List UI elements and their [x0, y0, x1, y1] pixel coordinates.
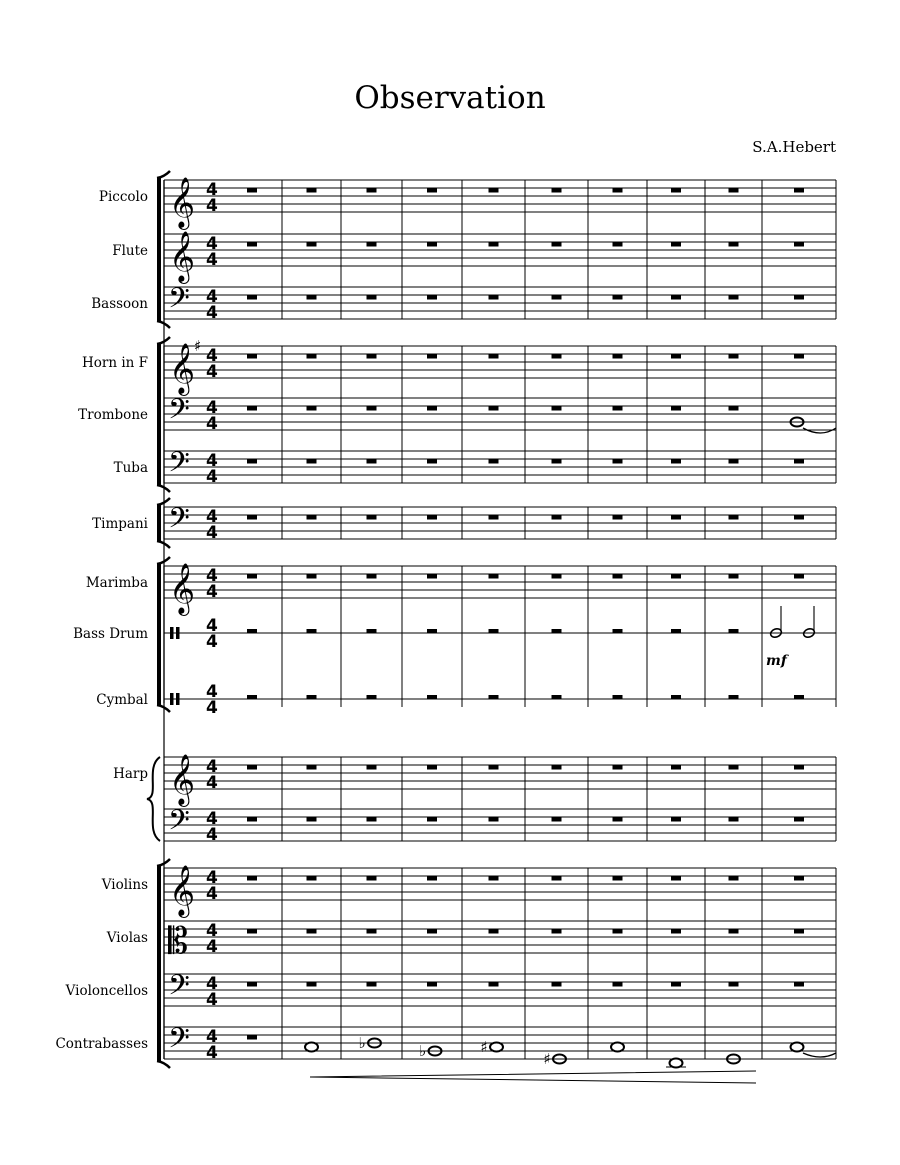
whole-rest: [613, 354, 623, 359]
whole-rest: [552, 876, 562, 881]
whole-rest: [613, 406, 623, 411]
whole-rest: [367, 354, 377, 359]
whole-rest: [489, 295, 499, 300]
whole-rest: [671, 765, 681, 770]
whole-rest: [729, 406, 739, 411]
tie: [803, 428, 836, 433]
whole-rest: [427, 876, 437, 881]
whole-rest: [247, 515, 257, 520]
whole-rest: [552, 354, 562, 359]
whole-rest: [247, 459, 257, 464]
whole-rest: [307, 982, 317, 987]
time-signature-top: 4: [206, 682, 218, 702]
whole-rest: [427, 406, 437, 411]
time-signature-bottom: 4: [206, 582, 218, 602]
whole-rest: [367, 406, 377, 411]
system-bracket: [157, 178, 161, 321]
whole-rest: [367, 188, 377, 193]
whole-rest: [427, 629, 437, 634]
bass-clef-icon: 𝄢: [168, 282, 190, 322]
system-bracket: [157, 344, 161, 485]
whole-rest: [671, 817, 681, 822]
whole-rest: [794, 459, 804, 464]
whole-rest: [307, 242, 317, 247]
whole-rest: [427, 515, 437, 520]
instrument-label-timpani: Timpani: [92, 516, 148, 532]
system-bracket: [157, 866, 161, 1061]
whole-rest: [552, 982, 562, 987]
whole-rest: [247, 295, 257, 300]
whole-rest: [367, 929, 377, 934]
contrabass-whole-note: [490, 1043, 503, 1052]
whole-rest: [247, 188, 257, 193]
whole-rest: [613, 242, 623, 247]
whole-rest: [427, 188, 437, 193]
dynamic-mf: mf: [766, 653, 787, 669]
whole-rest: [367, 242, 377, 247]
whole-rest: [307, 574, 317, 579]
whole-rest: [729, 188, 739, 193]
bass-clef-icon: 𝄢: [168, 969, 190, 1009]
whole-rest: [552, 515, 562, 520]
whole-rest: [671, 574, 681, 579]
decrescendo-hairpin: [310, 1071, 756, 1083]
whole-rest: [794, 876, 804, 881]
time-signature-top: 4: [206, 1027, 218, 1047]
whole-rest: [247, 354, 257, 359]
whole-rest: [247, 982, 257, 987]
whole-rest: [307, 515, 317, 520]
time-signature-bottom: 4: [206, 884, 218, 904]
whole-rest: [671, 459, 681, 464]
whole-rest: [794, 242, 804, 247]
whole-rest: [729, 929, 739, 934]
whole-rest: [427, 929, 437, 934]
whole-rest: [671, 354, 681, 359]
whole-rest: [367, 459, 377, 464]
instrument-label-piccolo: Piccolo: [98, 189, 148, 205]
whole-rest: [552, 629, 562, 634]
whole-rest: [729, 982, 739, 987]
treble-clef-icon: 𝄞: [169, 343, 196, 394]
whole-rest: [427, 982, 437, 987]
time-signature-bottom: 4: [206, 362, 218, 382]
whole-rest: [247, 765, 257, 770]
whole-rest: [307, 188, 317, 193]
whole-rest: [613, 982, 623, 987]
bass-clef-icon: 𝄢: [168, 502, 190, 542]
instrument-label-trombone: Trombone: [78, 407, 148, 423]
time-signature-top: 4: [206, 757, 218, 777]
alto-clef-icon: 𝄡: [168, 921, 189, 962]
whole-rest: [307, 629, 317, 634]
whole-rest: [671, 188, 681, 193]
whole-rest: [427, 295, 437, 300]
whole-rest: [247, 929, 257, 934]
whole-rest: [671, 629, 681, 634]
whole-rest: [489, 574, 499, 579]
whole-rest: [729, 876, 739, 881]
instrument-label-violins: Violins: [101, 877, 148, 893]
whole-rest: [613, 876, 623, 881]
time-signature-top: 4: [206, 451, 218, 471]
whole-rest: [247, 242, 257, 247]
whole-rest: [552, 695, 562, 700]
whole-rest: [489, 406, 499, 411]
time-signature-top: 4: [206, 921, 218, 941]
whole-rest: [489, 515, 499, 520]
harp-brace: [147, 757, 160, 841]
time-signature-top: 4: [206, 507, 218, 527]
whole-rest: [367, 515, 377, 520]
whole-rest: [247, 406, 257, 411]
time-signature-bottom: 4: [206, 303, 218, 323]
whole-rest: [671, 929, 681, 934]
whole-rest: [671, 515, 681, 520]
treble-clef-icon: 𝄞: [169, 177, 196, 228]
accidental: ♯: [543, 1050, 551, 1068]
whole-rest: [794, 574, 804, 579]
whole-rest: [552, 295, 562, 300]
instrument-label-bassoon: Bassoon: [91, 296, 148, 312]
whole-rest: [613, 817, 623, 822]
instrument-label-flute: Flute: [112, 243, 148, 259]
whole-rest: [427, 459, 437, 464]
time-signature-bottom: 4: [206, 632, 218, 652]
time-signature-top: 4: [206, 616, 218, 636]
accidental: ♭: [358, 1034, 366, 1052]
whole-rest: [489, 765, 499, 770]
staff-systems: [55, 171, 836, 1083]
whole-rest: [794, 695, 804, 700]
whole-rest: [613, 629, 623, 634]
percussion-clef-icon: [170, 693, 174, 705]
whole-rest: [794, 817, 804, 822]
whole-rest: [489, 876, 499, 881]
whole-rest: [367, 982, 377, 987]
whole-rest: [552, 765, 562, 770]
whole-rest: [307, 817, 317, 822]
time-signature-bottom: 4: [206, 825, 218, 845]
time-signature-top: 4: [206, 566, 218, 586]
contrabass-whole-note: [305, 1043, 318, 1052]
time-signature-bottom: 4: [206, 523, 218, 543]
whole-rest: [671, 695, 681, 700]
whole-rest: [307, 459, 317, 464]
whole-rest: [552, 574, 562, 579]
whole-rest: [729, 574, 739, 579]
whole-rest: [794, 354, 804, 359]
whole-rest: [729, 459, 739, 464]
whole-rest: [794, 929, 804, 934]
treble-clef-icon: 𝄞: [169, 231, 196, 282]
percussion-clef-icon: [176, 627, 180, 639]
whole-rest: [671, 982, 681, 987]
whole-rest: [247, 876, 257, 881]
whole-rest: [367, 295, 377, 300]
time-signature-bottom: 4: [206, 196, 218, 216]
instrument-label-marimba: Marimba: [85, 575, 148, 591]
whole-rest: [367, 695, 377, 700]
whole-rest: [489, 242, 499, 247]
whole-rest: [427, 695, 437, 700]
whole-rest: [552, 817, 562, 822]
whole-rest: [367, 817, 377, 822]
whole-rest: [247, 695, 257, 700]
score-title: Observation: [354, 80, 546, 116]
contrabass-whole-note: [791, 1043, 804, 1052]
instrument-label-violas: Violas: [106, 930, 148, 946]
key-signature-sharp: ♯: [194, 337, 202, 355]
whole-rest: [613, 695, 623, 700]
whole-rest: [367, 574, 377, 579]
time-signature-bottom: 4: [206, 698, 218, 718]
time-signature-top: 4: [206, 398, 218, 418]
whole-rest: [794, 295, 804, 300]
bass-clef-icon: 𝄢: [168, 446, 190, 486]
time-signature-top: 4: [206, 287, 218, 307]
whole-rest: [489, 459, 499, 464]
time-signature-bottom: 4: [206, 937, 218, 957]
whole-rest: [367, 629, 377, 634]
instrument-label-contrabasses: Contrabasses: [55, 1036, 148, 1052]
whole-rest: [489, 188, 499, 193]
whole-rest: [489, 695, 499, 700]
treble-clef-icon: 𝄞: [169, 563, 196, 614]
whole-rest: [729, 354, 739, 359]
whole-rest: [613, 515, 623, 520]
whole-rest: [613, 295, 623, 300]
whole-rest: [552, 188, 562, 193]
whole-rest: [489, 817, 499, 822]
whole-rest: [613, 574, 623, 579]
whole-rest: [247, 629, 257, 634]
whole-rest: [552, 459, 562, 464]
whole-rest: [307, 876, 317, 881]
whole-rest: [613, 929, 623, 934]
whole-rest: [729, 295, 739, 300]
whole-rest: [729, 695, 739, 700]
time-signature-bottom: 4: [206, 1043, 218, 1063]
time-signature-top: 4: [206, 868, 218, 888]
whole-rest: [489, 629, 499, 634]
time-signature-bottom: 4: [206, 414, 218, 434]
bass-clef-icon: 𝄢: [168, 1022, 190, 1062]
whole-rest: [427, 574, 437, 579]
time-signature-top: 4: [206, 346, 218, 366]
whole-rest: [489, 982, 499, 987]
whole-rest: [367, 876, 377, 881]
whole-rest: [247, 817, 257, 822]
whole-rest: [307, 406, 317, 411]
whole-rest: [307, 354, 317, 359]
time-signature-bottom: 4: [206, 773, 218, 793]
whole-rest: [307, 765, 317, 770]
whole-rest: [613, 188, 623, 193]
time-signature-bottom: 4: [206, 467, 218, 487]
whole-rest: [247, 1035, 257, 1040]
whole-rest: [794, 982, 804, 987]
whole-rest: [552, 929, 562, 934]
instrument-label-harp-upper: Harp: [113, 766, 148, 782]
time-signature-top: 4: [206, 974, 218, 994]
whole-rest: [671, 876, 681, 881]
whole-rest: [729, 817, 739, 822]
whole-rest: [489, 929, 499, 934]
time-signature-top: 4: [206, 180, 218, 200]
time-signature-bottom: 4: [206, 990, 218, 1010]
whole-rest: [671, 295, 681, 300]
whole-rest: [729, 515, 739, 520]
whole-rest: [552, 406, 562, 411]
accidental: ♭: [419, 1042, 427, 1060]
instrument-label-bassdrum: Bass Drum: [73, 626, 148, 642]
whole-rest: [794, 188, 804, 193]
whole-rest: [367, 765, 377, 770]
composer-name: S.A.Hebert: [752, 138, 836, 156]
percussion-clef-icon: [170, 627, 174, 639]
system-bracket: [157, 564, 161, 705]
whole-rest: [794, 765, 804, 770]
whole-rest: [794, 515, 804, 520]
bracket-tip: [157, 1061, 170, 1068]
whole-rest: [613, 765, 623, 770]
time-signature-top: 4: [206, 234, 218, 254]
contrabass-whole-note: [611, 1043, 624, 1052]
whole-rest: [307, 695, 317, 700]
whole-rest: [729, 765, 739, 770]
whole-rest: [427, 765, 437, 770]
whole-rest: [247, 574, 257, 579]
whole-rest: [427, 354, 437, 359]
contrabass-whole-note: [670, 1059, 683, 1068]
percussion-clef-icon: [176, 693, 180, 705]
whole-rest: [307, 929, 317, 934]
instrument-label-horn: Horn in F: [81, 355, 148, 371]
whole-rest: [307, 295, 317, 300]
accidental: ♯: [480, 1038, 488, 1056]
whole-rest: [427, 817, 437, 822]
whole-rest: [489, 354, 499, 359]
whole-rest: [671, 406, 681, 411]
bass-clef-icon: 𝄢: [168, 804, 190, 844]
tie: [803, 1053, 836, 1057]
instrument-label-cymbal: Cymbal: [96, 692, 148, 708]
instrument-label-tuba: Tuba: [113, 460, 148, 476]
whole-rest: [613, 459, 623, 464]
whole-rest: [427, 242, 437, 247]
treble-clef-icon: 𝄞: [169, 754, 196, 805]
whole-rest: [729, 242, 739, 247]
whole-rest: [671, 242, 681, 247]
system-bracket: [157, 505, 161, 541]
instrument-label-violoncellos: Violoncellos: [65, 983, 148, 999]
whole-rest: [552, 242, 562, 247]
bass-clef-icon: 𝄢: [168, 393, 190, 433]
time-signature-bottom: 4: [206, 250, 218, 270]
whole-rest: [729, 629, 739, 634]
time-signature-top: 4: [206, 809, 218, 829]
treble-clef-icon: 𝄞: [169, 865, 196, 916]
